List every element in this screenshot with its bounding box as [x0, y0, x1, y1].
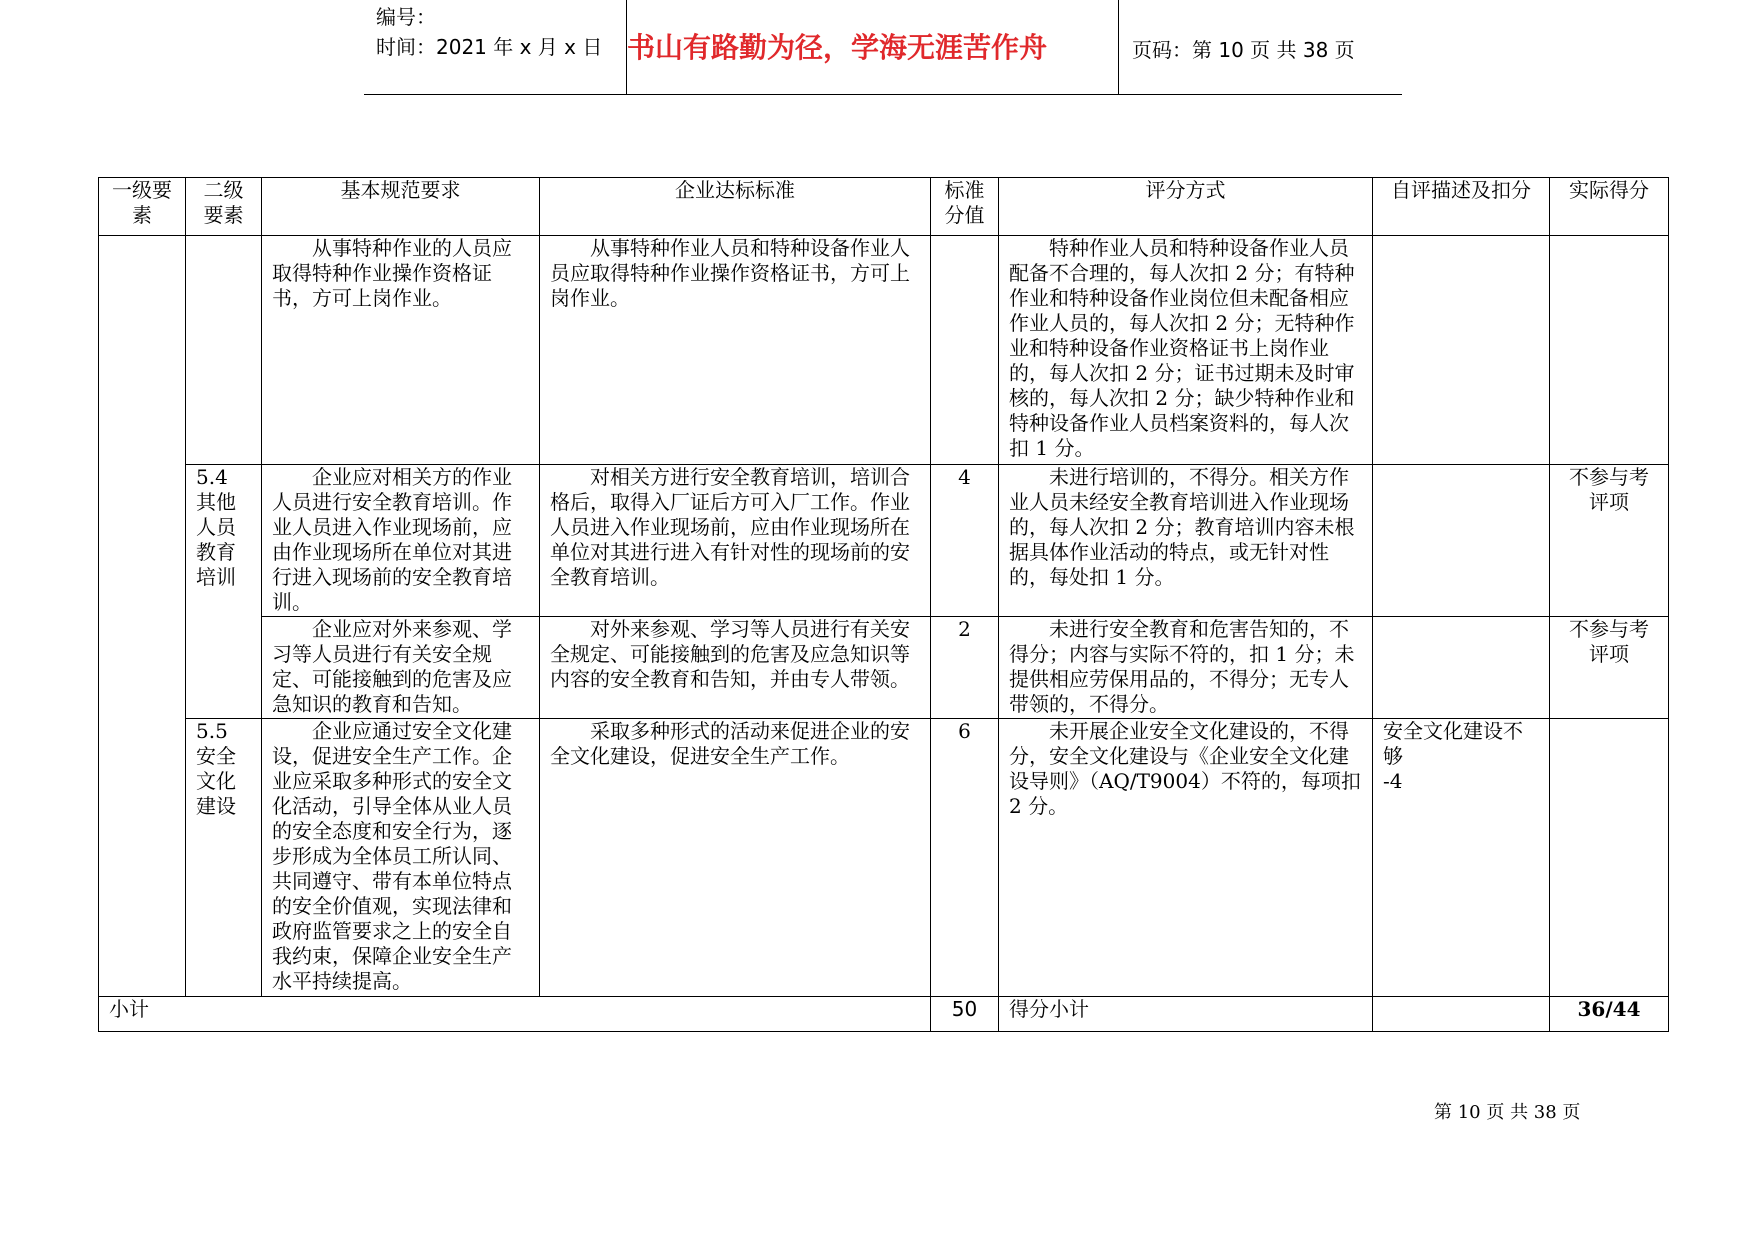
points-cell: 2 — [931, 617, 999, 719]
header-meta — [376, 2, 626, 62]
header-row — [99, 178, 1669, 236]
subtotal-points: 50 — [931, 997, 999, 1032]
requirement-cell: 企业应对外来参观、学习等人员进行有关安全规定、可能接触到的危害及应急知识的教育和告知。 — [262, 617, 540, 719]
header-motto: 书山有路勤为径，学海无涯苦作舟 — [627, 31, 1048, 64]
subtotal-row — [99, 997, 1669, 1032]
self-eval-cell — [1373, 719, 1550, 997]
requirement-cell: 从事特种作业的人员应取得特种作业操作资格证书，方可上岗作业。 — [262, 236, 540, 465]
requirement-cell: 企业应通过安全文化建设，促进安全生产工作。企业应采取多种形式的安全文化活动，引导全体从业人员的安全态度和安全行为，逐步形成为全体员工所认同、共同遵守、带有本单位特点的安全价值观，实现法律和政府监管要求之上的安全自我约束，保障企业安全生产水平持续提高。 — [262, 719, 540, 997]
standard-cell: 对相关方进行安全教育培训，培训合格后，取得入厂证后方可入厂工作。作业人员进入作业现场前，应由作业现场所在单位对其进行进入有针对性的现场前的安全教育培训。 — [540, 465, 931, 617]
standard-cell: 对外来参观、学习等人员进行有关安全规定、可能接触到的危害及应急知识等内容的安全教育和告知，并由专人带领。 — [540, 617, 931, 719]
table-row — [99, 719, 1669, 997]
self-eval-cell — [1373, 236, 1550, 465]
col-header-standard: 企业达标标准 — [540, 178, 931, 236]
scoring-cell: 未进行安全教育和危害告知的，不得分；内容与实际不符的，扣 1 分；未提供相应劳保用品的，不得分；无专人带领的，不得分。 — [999, 617, 1373, 719]
table-row — [99, 617, 1669, 719]
scoring-cell: 未进行培训的，不得分。相关方作业人员未经安全教育培训进入作业现场的，每人次扣 2 分；教育培训内容未根据具体作业活动的特点，或无针对性的，每处扣 1 分。 — [999, 465, 1373, 617]
self-eval-cell — [1373, 465, 1550, 617]
subtotal-label: 小计 — [99, 997, 931, 1032]
col-header-actual: 实际得分 — [1550, 178, 1669, 236]
scoring-cell: 特种作业人员和特种设备作业人员配备不合理的，每人次扣 2 分；有特种作业和特种设备作业岗位但未配备相应作业人员的，每人次扣 2 分；无特种作业和特种设备作业资格证书上岗作业的，每人次扣 2 分；证书过期未及时审核的，每人次扣 2 分；缺少特种作业和特种设备作业人员档案资料的，每人次扣 1 分。 — [999, 236, 1373, 465]
level1-cell — [99, 236, 186, 997]
col-header-level1: 一级要素 — [99, 178, 186, 236]
requirement-cell: 企业应对相关方的作业人员进行安全教育培训。作业人员进入作业现场前，应由作业现场所在单位对其进行进入现场前的安全教育培训。 — [262, 465, 540, 617]
col-header-self-eval: 自评描述及扣分 — [1373, 178, 1550, 236]
score-subtotal-value: 36/44 — [1550, 997, 1669, 1032]
header-divider — [1118, 0, 1119, 94]
col-header-requirement: 基本规范要求 — [262, 178, 540, 236]
number-label: 编号： — [376, 5, 436, 29]
subtotal-self-eval-cell — [1373, 997, 1550, 1032]
self-eval-text: 安全文化建设不够 — [1383, 719, 1523, 768]
sub-element-cell: 5.5 安全文化建设 — [186, 719, 262, 997]
actual-score-cell: 不参与考评项 — [1550, 465, 1669, 617]
table-row — [99, 465, 1669, 617]
header-page-info: 页码：第 10 页 共 38 页 — [1132, 38, 1355, 62]
time-label: 时间：2021 年 x 月 x 日 — [376, 35, 603, 59]
points-cell — [931, 236, 999, 465]
actual-score-cell — [1550, 236, 1669, 465]
deduction-text: -4 — [1383, 769, 1403, 793]
sub-element-cell: 5.4 其他人员教育培训 — [186, 465, 262, 719]
page-header — [364, 0, 1402, 95]
self-eval-cell — [1373, 617, 1550, 719]
page-footer: 第 10 页 共 38 页 — [1434, 1102, 1581, 1123]
points-cell: 4 — [931, 465, 999, 617]
col-header-level2: 二级要素 — [186, 178, 262, 236]
col-header-scoring: 评分方式 — [999, 178, 1373, 236]
evaluation-table — [98, 177, 1669, 1032]
actual-score-cell: 不参与考评项 — [1550, 617, 1669, 719]
table-row — [99, 236, 1669, 465]
col-header-points: 标准分值 — [931, 178, 999, 236]
actual-score-cell — [1550, 719, 1669, 997]
standard-cell: 采取多种形式的活动来促进企业的安全文化建设，促进安全生产工作。 — [540, 719, 931, 997]
points-cell: 6 — [931, 719, 999, 997]
standard-cell: 从事特种作业人员和特种设备作业人员应取得特种作业操作资格证书，方可上岗作业。 — [540, 236, 931, 465]
level2-cell — [186, 236, 262, 465]
scoring-cell: 未开展企业安全文化建设的，不得分，安全文化建设与《企业安全文化建设导则》（AQ/T9004）不符的，每项扣 2 分。 — [999, 719, 1373, 997]
score-subtotal-label: 得分小计 — [999, 997, 1373, 1032]
